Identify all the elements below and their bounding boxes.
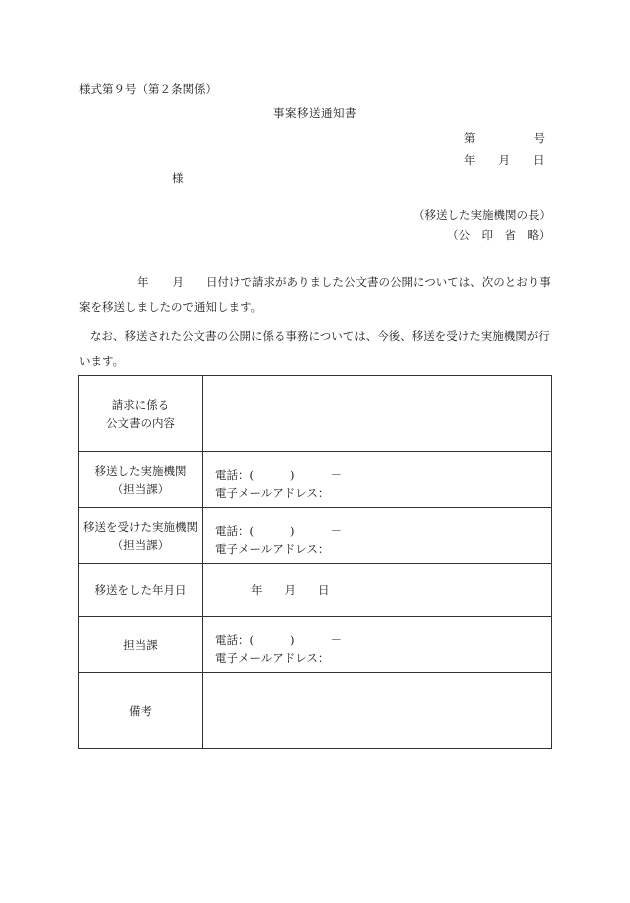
sender-agency-label: 移送した実施機関 （担当課） <box>79 452 203 508</box>
remarks-label: 備考 <box>79 673 203 749</box>
receiver-agency-contact: 電話：( ) － 電子メールアドレス： <box>203 508 552 564</box>
para1-text: 日付けで請求がありました公文書の公開については、次のとおり事案を移送しましたので通知します。 <box>79 275 551 314</box>
date-year: 年 <box>464 153 476 167</box>
document-date-line <box>464 152 545 168</box>
section-label: 担当課 <box>79 617 203 673</box>
table-row <box>79 508 552 564</box>
document-title: 事案移送通知書 <box>273 106 357 120</box>
email-label: 電子メールアドレス： <box>215 541 330 556</box>
date-day: 日 <box>533 153 545 167</box>
request-content-value <box>203 376 552 452</box>
request-content-label: 請求に係る 公文書の内容 <box>79 376 203 452</box>
notice-paragraph <box>79 270 554 320</box>
transfer-date-label: 移送をした年月日 <box>79 564 203 617</box>
seal-omitted-note: （公 印 省 略） <box>447 228 551 242</box>
form-number: 様式第９号（第２条関係） <box>79 82 217 96</box>
table-row <box>79 673 552 749</box>
email-label: 電子メールアドレス： <box>215 485 330 500</box>
receiver-agency-label: 移送を受けた実施機関 （担当課） <box>79 508 203 564</box>
section-contact: 電話：( ) － 電子メールアドレス： <box>203 617 552 673</box>
transfer-date-value: 年 月 日 <box>203 564 552 617</box>
table-row <box>79 617 552 673</box>
addressee-suffix: 様 <box>172 171 184 185</box>
para1-year: 年 <box>137 275 149 289</box>
sender-title: （移送した実施機関の長） <box>413 208 551 222</box>
phone-label: 電話：( <box>215 523 254 538</box>
transfer-details-table <box>78 375 552 749</box>
phone-label: 電話：( <box>215 632 254 647</box>
number-prefix: 第 <box>464 131 476 145</box>
number-suffix: 号 <box>533 131 545 145</box>
table-row <box>79 376 552 452</box>
table-row <box>79 564 552 617</box>
email-label: 電子メールアドレス： <box>215 650 330 665</box>
followup-paragraph <box>79 324 554 374</box>
para1-month: 月 <box>172 275 184 289</box>
sender-agency-contact: 電話：( ) － 電子メールアドレス： <box>203 452 552 508</box>
table-row <box>79 452 552 508</box>
remarks-value <box>203 673 552 749</box>
date-month: 月 <box>498 153 510 167</box>
document-number-line <box>464 130 545 146</box>
phone-label: 電話：( <box>215 467 254 482</box>
para2-text: なお、移送された公文書の公開に係る事務については、今後、移送を受けた実施機関が行います。 <box>79 329 550 368</box>
